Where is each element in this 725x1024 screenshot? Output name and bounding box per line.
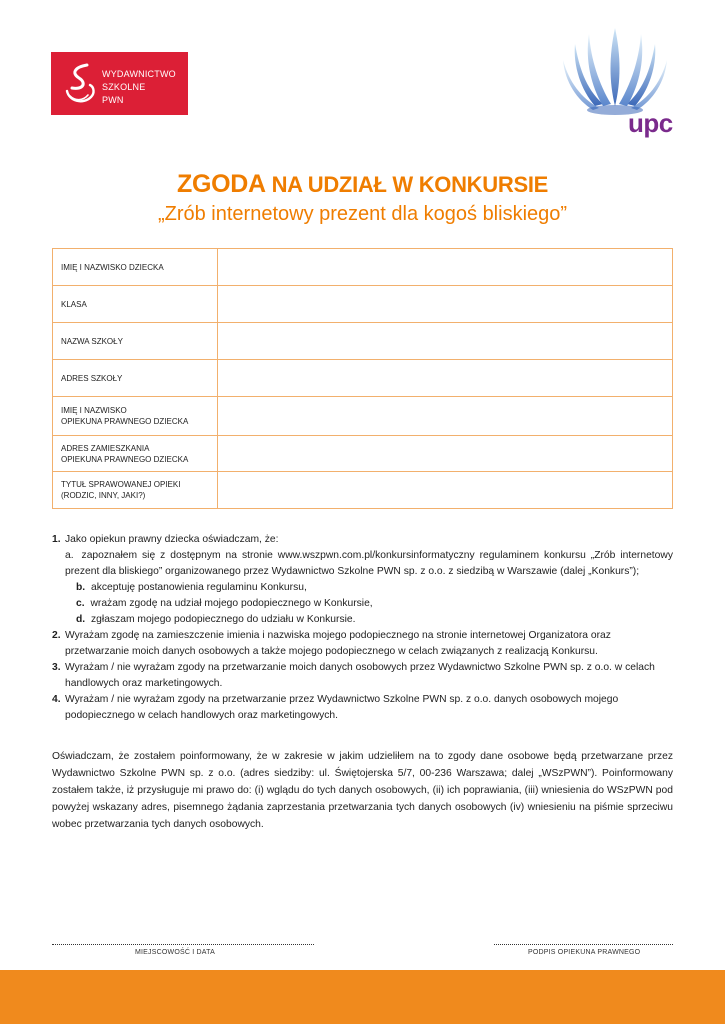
terms-item-4 bbox=[52, 692, 673, 724]
form-label-child-name: IMIĘ I NAZWISKO DZIECKA bbox=[53, 249, 218, 286]
terms-item-number: 3. bbox=[52, 662, 61, 673]
terms-subitem-a bbox=[65, 548, 673, 580]
terms-item-text: Wyrażam / nie wyrażam zgody na przetwarzanie przez Wydawnictwo Szkolne PWN sp. z o.o. danych osobowych mojego podopiecznego w celach handlowych oraz marketingowych. bbox=[65, 694, 619, 721]
form-label-school-name: NAZWA SZKOŁY bbox=[53, 323, 218, 360]
pwn-swirl-icon bbox=[61, 61, 99, 107]
terms-item-text: Jako opiekun prawny dziecka oświadczam, że: bbox=[65, 534, 279, 545]
form-field-class[interactable] bbox=[217, 286, 672, 323]
terms-subitem-letter: a. bbox=[65, 550, 74, 561]
title-strong: ZGODA bbox=[176, 170, 266, 198]
form-field-school-name[interactable] bbox=[217, 323, 672, 360]
form-field-custody-title[interactable] bbox=[217, 472, 672, 509]
form-field-guardian-address[interactable] bbox=[217, 436, 672, 472]
footer-orange-bar bbox=[0, 970, 725, 1024]
privacy-declaration-paragraph: Oświadczam, że zostałem poinformowany, że w zakresie w jakim udzieliłem na to zgody dane osobowe będą przetwarzane przez Wydawnictwo Szkolne PWN sp. z o.o. (adres siedziby: ul. Świętojerska 5/7, 00-236 Warszawa; dalej „WSzPWN”). Poinformowany zostałem także, iż przysługuje mi prawo do: (i) wglądu do tych danych osobowych, (ii) ich poprawiania, (iii) wniesienia do WSzPWN pod powyżej wskazany adres, pisemnego żądania zaprzestania przetwarzania tych danych osobowych (iv) wniesieniu na piśmie sprzeciwu wobec przetwarzania tych danych osobowych. bbox=[52, 751, 673, 830]
terms-item-number: 4. bbox=[52, 694, 61, 705]
terms-subitem-b bbox=[65, 580, 673, 596]
terms-subitem-text: wrażam zgodę na udział mojego podopiecznego w Konkursie, bbox=[90, 598, 373, 609]
form-row bbox=[53, 360, 673, 397]
page-subtitle: „Zrób internetowy prezent dla kogoś bliskiego” bbox=[157, 203, 568, 225]
terms-subitem-letter: b. bbox=[76, 582, 86, 593]
place-date-signature-line[interactable] bbox=[52, 944, 314, 945]
form-row bbox=[53, 323, 673, 360]
terms-item-3 bbox=[52, 660, 673, 692]
terms-item-text: Wyrażam / nie wyrażam zgody na przetwarzanie moich danych osobowych przez Wydawnictwo Szkolne PWN sp. z o.o. w celach handlowych oraz marketingowych. bbox=[65, 662, 655, 689]
terms-subitem-c bbox=[65, 596, 673, 612]
terms-subitem-letter: d. bbox=[76, 614, 86, 625]
pwn-logo-text bbox=[102, 68, 176, 107]
terms-item-text: Wyrażam zgodę na zamieszczenie imienia i nazwiska mojego podopiecznego na stronie internetowej Organizatora oraz przetwarzanie moich danych osobowych a także mojego podopiecznego w celach związanych z realizacją Konkursu. bbox=[65, 630, 611, 657]
guardian-signature-caption: PODPIS OPIEKUNA PRAWNEGO bbox=[528, 949, 641, 956]
upc-wordmark: upc bbox=[628, 108, 673, 138]
form-row bbox=[53, 436, 673, 472]
form-label-guardian-address: ADRES ZAMIESZKANIA OPIEKUNA PRAWNEGO DZIECKA bbox=[53, 436, 218, 472]
terms-subitem-letter: c. bbox=[76, 598, 85, 609]
form-field-child-name[interactable] bbox=[217, 249, 672, 286]
form-field-school-address[interactable] bbox=[217, 360, 672, 397]
pwn-logo-line-2: SZKOLNE bbox=[102, 82, 146, 92]
guardian-signature-line[interactable] bbox=[494, 944, 673, 945]
consent-terms-list bbox=[52, 532, 673, 724]
terms-item-number: 1. bbox=[52, 534, 61, 545]
form-label-class: KLASA bbox=[53, 286, 218, 323]
place-date-caption: MIEJSCOWOŚĆ I DATA bbox=[135, 949, 215, 956]
terms-subitem-text: zgłaszam mojego podopiecznego do udziału w Konkursie. bbox=[91, 614, 356, 625]
terms-item-2 bbox=[52, 628, 673, 660]
terms-item-1 bbox=[52, 532, 673, 628]
terms-subitem-text: akceptuję postanowienia regulaminu Konkursu, bbox=[91, 582, 307, 593]
form-row bbox=[53, 472, 673, 509]
form-label-guardian-name: IMIĘ I NAZWISKO OPIEKUNA PRAWNEGO DZIECKA bbox=[53, 397, 218, 436]
pwn-logo-line-3: PWN bbox=[102, 95, 124, 105]
form-label-school-address: ADRES SZKOŁY bbox=[53, 360, 218, 397]
form-label-custody-title: TYTUŁ SPRAWOWANEJ OPIEKI (RODZIC, INNY, JAKI?) bbox=[53, 472, 218, 509]
form-row bbox=[53, 286, 673, 323]
terms-item-number: 2. bbox=[52, 630, 61, 641]
form-row bbox=[53, 397, 673, 436]
page-title bbox=[0, 170, 725, 199]
title-rest: NA UDZIAŁ W KONKURSIE bbox=[265, 172, 549, 197]
terms-subitem-d bbox=[65, 612, 673, 628]
pwn-logo-line-1: WYDAWNICTWO bbox=[102, 69, 176, 79]
form-field-guardian-name[interactable] bbox=[217, 397, 672, 436]
wydawnictwo-szkolne-pwn-logo bbox=[51, 52, 188, 115]
form-row bbox=[53, 249, 673, 286]
consent-form-table bbox=[52, 248, 673, 509]
terms-subitem-text: zapoznałem się z dostępnym na stronie www.wszpwn.com.pl/konkursinformatyczny regulaminem konkursu „Zrób internetowy prezent dla bliskiego” organizowanego przez Wydawnictwo Szkolne PWN sp. z o.o. z siedzibą w Warszawie (dalej „Konkurs”); bbox=[65, 550, 673, 577]
